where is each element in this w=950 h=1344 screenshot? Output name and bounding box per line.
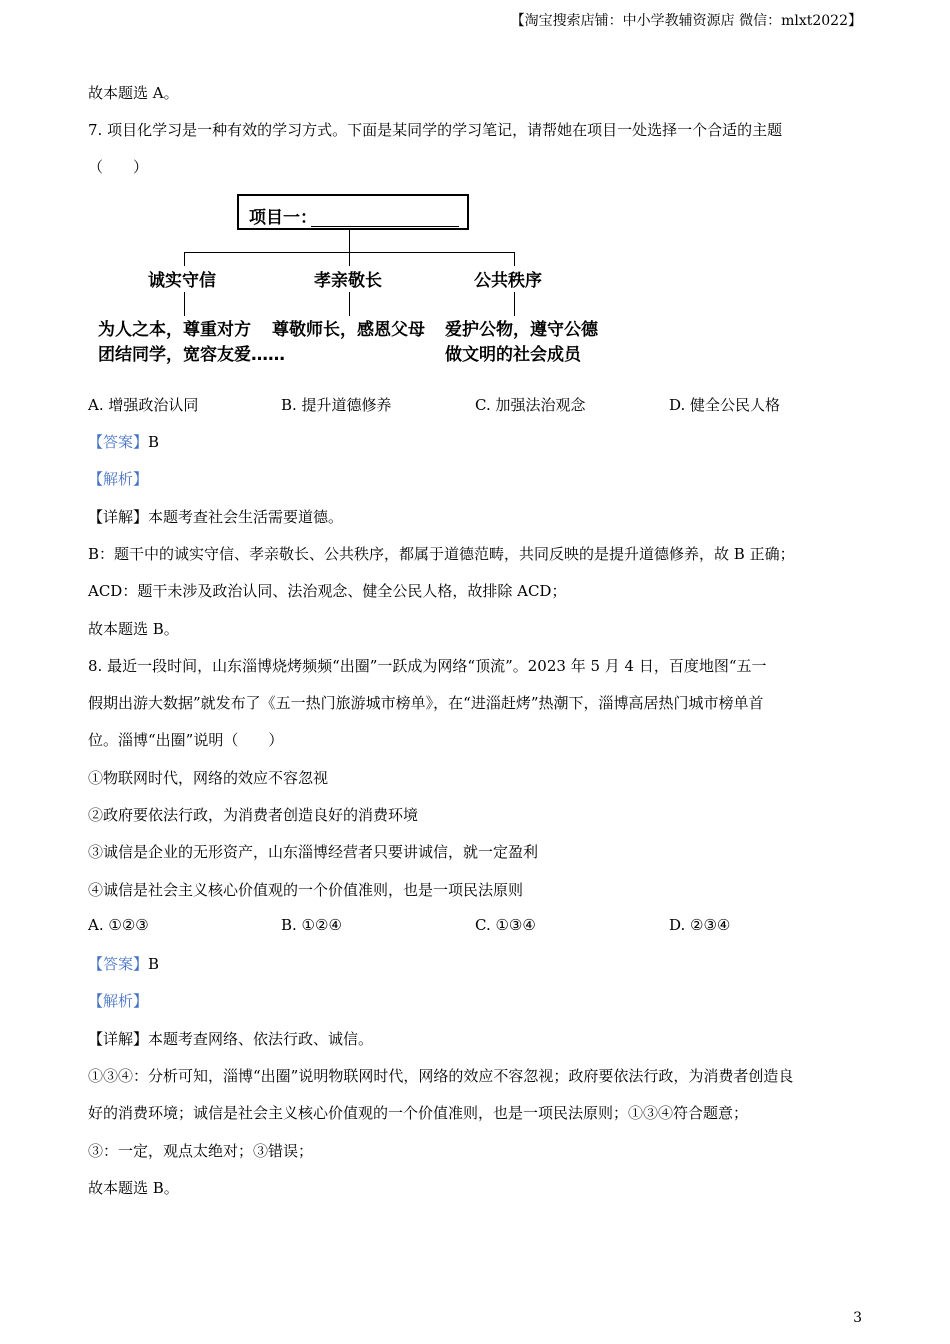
project-title-box (237, 194, 469, 230)
text-line: 故本题选 B。 (88, 620, 179, 638)
q8-option-b: B. ①②④ (281, 916, 342, 934)
connector-line (184, 292, 185, 316)
q7-analysis (88, 468, 148, 489)
q7-answer (88, 431, 159, 452)
text-line: ③：一定，观点太绝对；③错误； (88, 1142, 314, 1160)
q8-option-c: C. ①③④ (475, 916, 536, 934)
question-8-stem: 8. 最近一段时间，山东淄博烧烤频频“出圈”一跃成为网络“顶流”。2023 年 5 月 4 日，百度地图“五一 (88, 657, 767, 675)
connector-line (349, 252, 350, 266)
q8-answer (88, 953, 159, 974)
connector-line (184, 252, 185, 266)
node-filial: 孝亲敬长 (314, 271, 382, 291)
analysis-tag: 【解析】 (88, 470, 149, 488)
text-line: 好的消费环境；诚信是社会主义核心价值观的一个价值准则，也是一项民法原则；①③④符合题意； (88, 1104, 749, 1122)
project-title: 项目一： (249, 208, 317, 228)
node-public-order: 公共秩序 (474, 271, 542, 291)
q7-option-b: B. 提升道德修养 (281, 396, 392, 414)
answer-tag: 【答案】 (88, 955, 149, 973)
question-7-bracket: （ ） (88, 158, 149, 176)
text-line: B：题干中的诚实守信、孝亲敬长、公共秩序，都属于道德范畴，共同反映的是提升道德修养，故 B 正确； (88, 545, 795, 563)
statement-1: ①物联网时代，网络的效应不容忽视 (88, 769, 329, 787)
answer-value: B (148, 433, 160, 451)
connector-line (514, 292, 515, 316)
detail-tag: 【详解】 (88, 508, 149, 526)
q7-detail (88, 506, 343, 527)
connector-line (349, 292, 350, 316)
text-line: 故本题选 B。 (88, 1179, 179, 1197)
statement-3: ③诚信是企业的无形资产，山东淄博经营者只要讲诚信，就一定盈利 (88, 843, 539, 861)
q7-option-a: A. 增强政治认同 (88, 396, 199, 414)
question-7-stem: 7. 项目化学习是一种有效的学习方式。下面是某同学的学习笔记，请帮她在项目一处选择一个合适的主题 (88, 121, 783, 139)
text-line: ACD：题干未涉及政治认同、法治观念、健全公民人格，故排除 ACD； (88, 582, 567, 600)
desc-filial: 尊敬师长，感恩父母 (272, 320, 425, 340)
q8-option-d: D. ②③④ (669, 916, 731, 934)
text-line: 假期出游大数据”就发布了《五一热门旅游城市榜单》，在“进淄赶烤”热潮下，淄博高居热门城市榜单首 (88, 694, 764, 712)
page-number: 3 (853, 1310, 862, 1326)
answer-value: B (148, 955, 160, 973)
detail-text: 本题考查网络、依法行政、诚信。 (148, 1030, 374, 1048)
detail-tag: 【详解】 (88, 1030, 149, 1048)
q8-option-a: A. ①②③ (88, 916, 149, 934)
page-header: 【淘宝搜索店铺：中小学教辅资源店 微信：mlxt2022】 (510, 13, 862, 29)
text-line: 故本题选 A。 (88, 84, 179, 102)
q8-detail (88, 1028, 373, 1049)
connector-line (349, 230, 350, 252)
statement-4: ④诚信是社会主义核心价值观的一个价值准则，也是一项民法原则 (88, 881, 524, 899)
connector-line (514, 252, 515, 266)
answer-tag: 【答案】 (88, 433, 149, 451)
detail-text: 本题考查社会生活需要道德。 (148, 508, 344, 526)
q8-analysis (88, 990, 148, 1011)
text-line: ①③④：分析可知，淄博“出圈”说明物联网时代，网络的效应不容忽视；政府要依法行政，为消费者创造良 (88, 1067, 794, 1085)
mind-map-diagram (96, 192, 626, 372)
desc-public-2: 做文明的社会成员 (445, 345, 581, 365)
desc-honesty-2: 团结同学，宽容友爱…… (98, 345, 285, 365)
desc-public-1: 爱护公物，遵守公德 (445, 320, 598, 340)
q7-option-c: C. 加强法治观念 (475, 396, 586, 414)
analysis-tag: 【解析】 (88, 992, 149, 1010)
statement-2: ②政府要依法行政，为消费者创造良好的消费环境 (88, 806, 419, 824)
node-honesty: 诚实守信 (148, 271, 216, 291)
text-line: 位。淄博“出圈”说明（ ） (88, 731, 284, 749)
desc-honesty-1: 为人之本，尊重对方 (98, 320, 251, 340)
blank-line (311, 226, 459, 227)
q7-option-d: D. 健全公民人格 (669, 396, 781, 414)
